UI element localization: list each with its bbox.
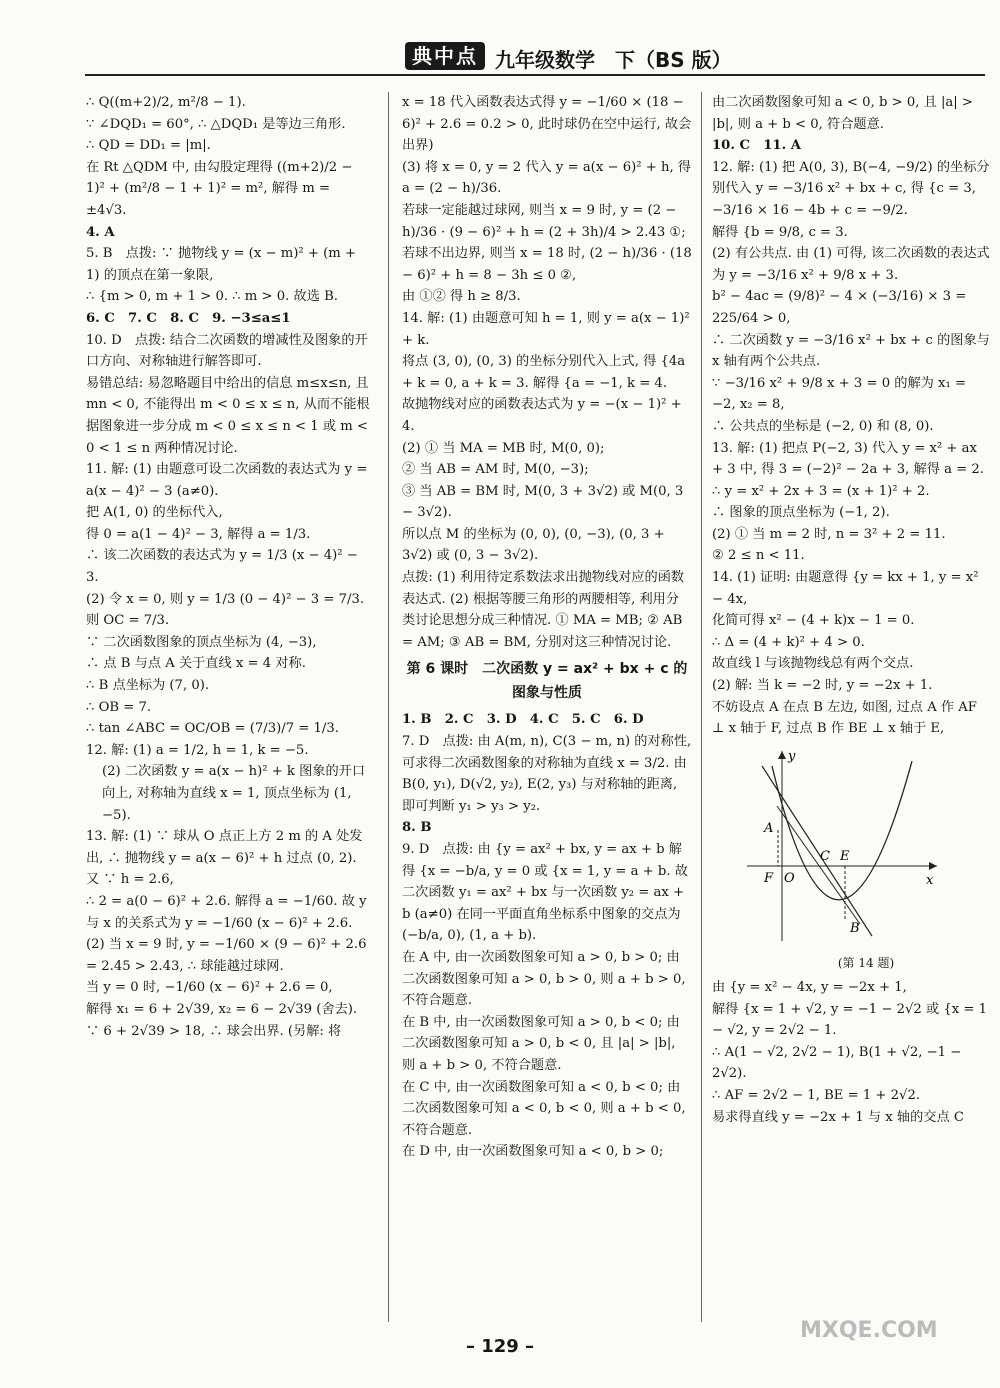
- text-line: (2) 当 x = 9 时, y = −1/60 × (9 − 6)² + 2.6 = 2.45 > 2.43, ∴ 球能越过球网.: [86, 937, 367, 974]
- answer-line: 14. 解: (1) 由题意可知 h = 1, 则 y = a(x − 1)² + k.: [402, 310, 690, 348]
- answer-line: 10. C 11. A: [712, 138, 801, 154]
- answer-line: 9. D 点拨: 由 {y = ax² + bx, y = ax + b 解得 {x = −b/a, y = 0 或 {x = 1, y = a + b. 故二次函数 y₁ = ax² + bx 与一次函数 y₂ = ax + b (a≠0) 在同一平面直角坐标系中图象的交点为 (−b/a, 0), (1, a + b).: [402, 842, 688, 944]
- text-line: ∴ QD = DD₁ = |m|.: [86, 138, 211, 154]
- label-o: O: [784, 870, 795, 886]
- note-line: 点拨: (1) 利用待定系数法求出抛物线对应的函数表达式. (2) 根据等腰三角形的两腰相等, 利用分类讨论思想分成三种情况. ① MA = MB; ② AB = AM; ③ AB = BM, 分别对这三种情况讨论.: [402, 570, 685, 650]
- label-b: B: [850, 920, 860, 936]
- answer-line: 12. 解: (1) a = 1/2, h = 1, k = −5.: [86, 742, 309, 758]
- text-line: ∴ 公共点的坐标是 (−2, 0) 和 (8, 0).: [712, 418, 934, 434]
- y-axis-arrow: [778, 751, 786, 759]
- parabola-figure: [742, 746, 942, 946]
- text-line: ∵ −3/16 x² + 9/8 x + 3 = 0 的解为 x₁ = −2, x₂ = 8,: [712, 375, 967, 413]
- text-line: (2) ① 当 MA = MB 时, M(0, 0);: [402, 440, 605, 456]
- answer-line: 8. B: [402, 820, 432, 836]
- text-line: 解得 {b = 9/8, c = 3.: [712, 224, 848, 240]
- answer-line: 1. B 2. C 3. D 4. C 5. C 6. D: [402, 712, 644, 728]
- text-line: ∴ 该二次函数的表达式为 y = 1/3 (x − 4)² − 3.: [86, 548, 358, 586]
- text-line: 解得 x₁ = 6 + 2√39, x₂ = 6 − 2√39 (舍去).: [86, 1001, 358, 1017]
- text-line: (2) 解: 当 k = −2 时, y = −2x + 1.: [712, 678, 933, 694]
- text-line: ∵ ∠DQD₁ = 60°, ∴ △DQD₁ 是等边三角形.: [86, 116, 346, 132]
- text-line: 在 D 中, 由一次函数图象可知 a < 0, b > 0;: [402, 1144, 664, 1160]
- text-line: ③ 当 AB = BM 时, M(0, 3 + 3√2) 或 M(0, 3 − 3√2).: [402, 483, 684, 521]
- label-f: F: [764, 870, 774, 886]
- answer-line: 13. 解: (1) ∵ 球从 O 点正上方 2 m 的 A 处发出, ∴ 抛物线 y = a(x − 6)² + h 过点 (0, 2).: [86, 829, 363, 866]
- text-line: ∴ Δ = (4 + k)² + 4 > 0.: [712, 634, 865, 650]
- answer-line: 13. 解: (1) 把点 P(−2, 3) 代入 y = x² + ax + 3 中, 得 3 = (−2)² − 2a + 3, 解得 a = 2.: [712, 440, 984, 478]
- answer-line: 14. (1) 证明: 由题意得 {y = kx + 1, y = x² − 4x,: [712, 570, 979, 607]
- text-line: 由 ①② 得 h ≥ 8/3.: [402, 289, 521, 305]
- text-line: 所以点 M 的坐标为 (0, 0), (0, −3), (0, 3 + 3√2) 或 (0, 3 − 3√2).: [402, 526, 665, 564]
- text-line: ∴ 2 = a(0 − 6)² + 2.6. 解得 a = −1/60. 故 y 与 x 的关系式为 y = −1/60 (x − 6)² + 2.6.: [86, 893, 367, 931]
- text-line: b² − 4ac = (9/8)² − 4 × (−3/16) × 3 = 225/64 > 0,: [712, 289, 967, 326]
- label-c: C: [820, 848, 830, 864]
- figure-14: [742, 746, 990, 975]
- text-line: 故直线 l 与该抛物线总有两个交点.: [712, 656, 914, 672]
- page-header: [85, 38, 985, 76]
- answer-line: 4. A: [86, 224, 115, 240]
- text-line: ∵ 6 + 2√39 > 18, ∴ 球会出界. (另解: 将: [86, 1023, 342, 1039]
- label-x: x: [926, 872, 934, 888]
- text-line: 得 0 = a(1 − 4)² − 3, 解得 a = 1/3.: [86, 526, 311, 542]
- text-line: ∴ {m > 0, m + 1 > 0. ∴ m > 0. 故选 B.: [86, 289, 338, 305]
- brand-logo: 典中点: [405, 42, 485, 70]
- text-line: 若球不出边界, 则当 x = 18 时, (2 − h)/36 · (18 − 6)² + h = 8 − 3h ≤ 0 ②,: [402, 246, 692, 283]
- text-line: (2) 令 x = 0, 则 y = 1/3 (0 − 4)² − 3 = 7/3.: [86, 591, 365, 607]
- note-line: 易错总结: 易忽略题目中给出的信息 m≤x≤n, 且 mn < 0, 不能得出 m < 0 ≤ x ≤ n, 从而不能根据图象进一步分成 m < 0 ≤ x ≤ n < 1 或 m < 0 < 1 ≤ n 两种情况讨论.: [86, 375, 370, 456]
- text-line: (2) 有公共点. 由 (1) 可得, 该二次函数的表达式为 y = −3/16 x² + 9/8 x + 3.: [712, 246, 990, 283]
- text-line: 当 y = 0 时, −1/60 (x − 6)² + 2.6 = 0,: [86, 980, 333, 996]
- text-line: 解得 {x = 1 + √2, y = −1 − 2√2 或 {x = 1 − √2, y = 2√2 − 1.: [712, 1001, 987, 1039]
- column-3: [712, 92, 990, 1128]
- text-line: ∴ tan ∠ABC = OC/OB = (7/3)/7 = 1/3.: [86, 721, 339, 737]
- text-line: ∴ 二次函数 y = −3/16 x² + bx + c 的图象与 x 轴有两个公共点.: [712, 332, 990, 370]
- text-line: ∴ AF = 2√2 − 1, BE = 1 + 2√2.: [712, 1087, 921, 1103]
- label-a: A: [764, 820, 774, 836]
- text-line: 在 C 中, 由一次函数图象可知 a < 0, b < 0; 由二次函数图象可知 a < 0, b < 0, 则 a + b < 0, 不符合题意.: [402, 1079, 686, 1138]
- answer-line: 12. 解: (1) 把 A(0, 3), B(−4, −9/2) 的坐标分别代入 y = −3/16 x² + bx + c, 得 {c = 3, −3/16 × 16 − 4b + c = −9/2.: [712, 159, 990, 218]
- text-line: (2) 二次函数 y = a(x − h)² + k 图象的开口向上, 对称轴为直线 x = 1, 顶点坐标为 (1, −5).: [102, 764, 366, 823]
- text-line: 不妨设点 A 在点 B 左边, 如图, 过点 A 作 AF ⊥ x 轴于 F, 过点 B 作 BE ⊥ x 轴于 E,: [712, 699, 977, 737]
- text-line: ∴ 图象的顶点坐标为 (−1, 2).: [712, 505, 890, 521]
- text-line: 将点 (3, 0), (0, 3) 的坐标分别代入上式, 得 {4a + k = 0, a + k = 3. 解得 {a = −1, k = 4.: [402, 354, 686, 391]
- text-line: 在 B 中, 由一次函数图象可知 a > 0, b < 0; 由二次函数图象可知 a > 0, b < 0, 且 |a| > |b|, 则 a + b > 0, 不符合题意.: [402, 1014, 680, 1073]
- text-line: 在 Rt △QDM 中, 由勾股定理得 ((m+2)/2 − 1)² + (m²/8 − 1 + 1)² = m², 解得 m = ±4√3.: [86, 159, 353, 218]
- text-line: ∴ A(1 − √2, 2√2 − 1), B(1 + √2, −1 − 2√2).: [712, 1044, 962, 1082]
- text-line: 故抛物线对应的函数表达式为 y = −(x − 1)² + 4.: [402, 397, 682, 434]
- answer-line: 10. D 点拨: 结合二次函数的增减性及图象的开口方向、对称轴进行解答即可.: [86, 332, 368, 370]
- section-title: 第 6 课时 二次函数 y = ax² + bx + c 的图象与性质: [406, 661, 688, 702]
- text-line: (3) 将 x = 0, y = 2 代入 y = a(x − 6)² + h, 得 a = (2 − h)/36.: [402, 159, 692, 197]
- text-line: ∴ y = x² + 2x + 3 = (x + 1)² + 2.: [712, 483, 930, 499]
- answer-line: 11. 解: (1) 由题意可设二次函数的表达式为 y = a(x − 4)² − 3 (a≠0).: [86, 462, 368, 499]
- text-line: 易求得直线 y = −2x + 1 与 x 轴的交点 C: [712, 1109, 964, 1125]
- line-ab: [777, 806, 860, 924]
- text-line: (2) ① 当 m = 2 时, n = 3² + 2 = 11.: [712, 526, 946, 542]
- label-y: y: [788, 748, 796, 764]
- book-title: 九年级数学 下（BS 版）: [495, 48, 732, 72]
- text-line: ∴ Q((m+2)/2, m²/8 − 1).: [86, 95, 246, 110]
- text-line: x = 18 代入函数表达式得 y = −1/60 × (18 − 6)² + 2.6 = 0.2 > 0, 此时球仍在空中运行, 故会出界): [402, 95, 692, 154]
- text-line: ∴ 点 B 与点 A 关于直线 x = 4 对称.: [86, 656, 306, 672]
- figure-caption: (第 14 题): [837, 956, 895, 971]
- text-line: ∴ B 点坐标为 (7, 0).: [86, 678, 210, 694]
- column-2: [402, 92, 692, 1163]
- column-1: [86, 92, 371, 1042]
- text-line: 若球一定能越过球网, 则当 x = 9 时, y = (2 − h)/36 · (9 − 6)² + h = (2 + 3h)/4 > 2.43 ①;: [402, 202, 686, 240]
- text-line: 把 A(1, 0) 的坐标代入,: [86, 505, 223, 521]
- text-line: 则 OC = 7/3.: [86, 613, 170, 629]
- answer-line: 7. D 点拨: 由 A(m, n), C(3 − m, n) 的对称性, 可求得二次函数图象的对称轴为直线 x = 3/2. 由 B(0, y₁), D(√2, y₂), E(2, y₃) 与对称轴的距离, 即可判断 y₁ > y₃ > y₂.: [402, 734, 692, 814]
- text-line: ∵ 二次函数图象的顶点坐标为 (4, −3),: [86, 634, 317, 650]
- text-line: 化简可得 x² − (4 + k)x − 1 = 0.: [712, 613, 915, 629]
- text-line: 由 {y = x² − 4x, y = −2x + 1,: [712, 980, 907, 995]
- column-divider-2: [701, 92, 702, 1322]
- text-line: ② 当 AB = AM 时, M(0, −3);: [402, 462, 589, 478]
- text-line: 由二次函数图象可知 a < 0, b > 0, 且 |a| > |b|, 则 a + b < 0, 符合题意.: [712, 95, 973, 132]
- answer-line: 5. B 点拨: ∵ 抛物线 y = (x − m)² + (m + 1) 的顶点在第一象限,: [86, 246, 356, 283]
- answer-line: 6. C 7. C 8. C 9. −3≤a≤1: [86, 310, 291, 326]
- text-line: ∴ OB = 7.: [86, 699, 152, 715]
- x-axis-arrow: [929, 862, 937, 870]
- text-line: ② 2 ≤ n < 11.: [712, 548, 805, 564]
- text-line: 又 ∵ h = 2.6,: [86, 872, 174, 888]
- column-divider-1: [388, 92, 389, 1322]
- page-number: – 129 –: [465, 1336, 535, 1357]
- label-e: E: [840, 848, 850, 864]
- watermark: MXQE.COM: [800, 1318, 938, 1343]
- text-line: 在 A 中, 由一次函数图象可知 a > 0, b > 0; 由二次函数图象可知 a > 0, b > 0, 则 a + b > 0, 不符合题意.: [402, 949, 686, 1009]
